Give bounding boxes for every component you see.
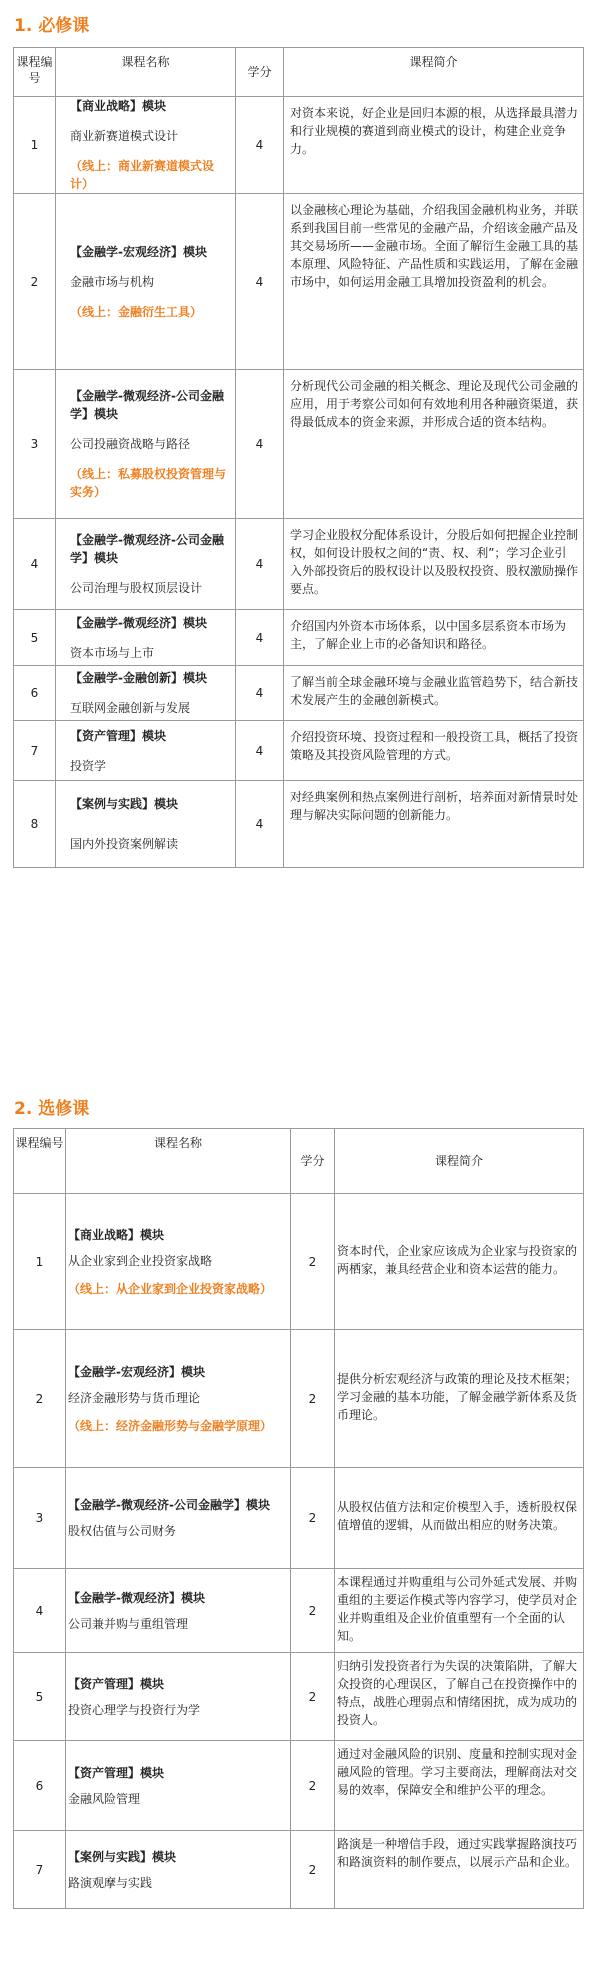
course-name-cell bbox=[56, 781, 236, 868]
course-module: 【金融学-微观经济-公司金融学】模块 bbox=[70, 533, 224, 565]
course-module: 【案例与实践】模块 bbox=[70, 797, 179, 811]
header-course-name: 课程名称 bbox=[66, 1129, 291, 1194]
course-credit: 4 bbox=[236, 97, 284, 194]
course-name: 互联网金融创新与发展 bbox=[70, 701, 191, 715]
table-row bbox=[14, 1653, 584, 1741]
course-number: 1 bbox=[14, 1194, 66, 1330]
course-name-cell bbox=[66, 1741, 291, 1831]
table-row bbox=[14, 721, 584, 781]
course-module: 【商业战略】模块 bbox=[70, 99, 167, 113]
course-name: 公司兼并购与重组管理 bbox=[68, 1616, 189, 1631]
course-credit: 2 bbox=[291, 1653, 335, 1741]
course-name: 公司治理与股权顶层设计 bbox=[70, 581, 203, 595]
course-number: 7 bbox=[14, 1831, 66, 1909]
course-credit: 2 bbox=[291, 1831, 335, 1909]
course-number: 8 bbox=[14, 781, 56, 868]
course-name-cell bbox=[66, 1653, 291, 1741]
course-module: 【商业战略】模块 bbox=[68, 1227, 165, 1242]
header-credit: 学分 bbox=[291, 1129, 335, 1194]
course-description: 分析现代公司金融的相关概念、理论及现代公司金融的应用，用于考察公司如何有效地利用各种融资渠道，获得最低成本的资金来源，并形成合适的资本结构。 bbox=[284, 370, 584, 519]
course-online: （线上：商业新赛道模式设计） bbox=[70, 159, 215, 191]
course-name-cell bbox=[66, 1468, 291, 1569]
table-row bbox=[14, 519, 584, 610]
course-credit: 4 bbox=[236, 666, 284, 721]
course-credit: 4 bbox=[236, 194, 284, 370]
course-name: 商业新赛道模式设计 bbox=[70, 129, 179, 143]
course-name: 股权估值与公司财务 bbox=[68, 1524, 177, 1538]
course-credit: 4 bbox=[236, 370, 284, 519]
header-description: 课程简介 bbox=[284, 48, 584, 97]
course-module: 【金融学-宏观经济】模块 bbox=[70, 244, 207, 259]
course-number: 7 bbox=[14, 721, 56, 781]
course-number: 5 bbox=[14, 610, 56, 666]
course-online: （线上：私募股权投资管理与实务） bbox=[70, 467, 227, 499]
course-description: 提供分析宏观经济与政策的理论及技术框架；学习金融的基本功能，了解金融学新体系及货币理论。 bbox=[335, 1330, 584, 1468]
course-name: 路演观摩与实践 bbox=[68, 1875, 153, 1890]
course-description: 介绍投资环境、投资过程和一般投资工具，概括了投资策略及其投资风险管理的方式。 bbox=[284, 721, 584, 781]
course-name: 公司投融资战略与路径 bbox=[70, 437, 191, 451]
course-module: 【金融学-宏观经济】模块 bbox=[68, 1364, 205, 1379]
course-credit: 2 bbox=[291, 1330, 335, 1468]
course-name: 从企业家到企业投资家战略 bbox=[68, 1253, 213, 1268]
course-module: 【金融学-微观经济】模块 bbox=[70, 615, 207, 630]
course-name-cell bbox=[56, 519, 236, 610]
course-credit: 2 bbox=[291, 1468, 335, 1569]
course-name-cell bbox=[56, 97, 236, 194]
course-description: 归纳引发投资者行为失误的决策陷阱，了解大众投资的心理误区，了解自己在投资操作中的特点，战胜心理弱点和情绪困扰，成为成功的投资人。 bbox=[335, 1653, 584, 1741]
table-row bbox=[14, 666, 584, 721]
course-credit: 4 bbox=[236, 610, 284, 666]
course-online: （线上：金融衍生工具） bbox=[70, 304, 203, 319]
course-credit: 2 bbox=[291, 1569, 335, 1653]
required-courses-table bbox=[13, 47, 584, 868]
course-name: 投资学 bbox=[70, 758, 107, 773]
course-module: 【金融学-金融创新】模块 bbox=[70, 671, 207, 685]
course-number: 2 bbox=[14, 194, 56, 370]
course-name: 金融风险管理 bbox=[68, 1791, 141, 1806]
header-credit: 学分 bbox=[236, 48, 284, 97]
course-description: 资本时代，企业家应该成为企业家与投资家的两栖家，兼具经营企业和资本运营的能力。 bbox=[335, 1194, 584, 1330]
course-number: 3 bbox=[14, 370, 56, 519]
course-module: 【资产管理】模块 bbox=[68, 1765, 165, 1780]
course-description: 学习企业股权分配体系设计，分股后如何把握企业控制权，如何设计股权之间的“责、权、利”；学习企业引入外部投资后的股权设计以及股权投资、股权激励操作要点。 bbox=[284, 519, 584, 610]
course-name-cell bbox=[56, 194, 236, 370]
course-name: 经济金融形势与货币理论 bbox=[68, 1390, 201, 1405]
course-description: 从股权估值方法和定价模型入手，透析股权保值增值的逻辑，从而做出相应的财务决策。 bbox=[335, 1468, 584, 1569]
course-credit: 2 bbox=[291, 1194, 335, 1330]
course-name-cell bbox=[56, 721, 236, 781]
table-row bbox=[14, 370, 584, 519]
table-row bbox=[14, 1468, 584, 1569]
course-credit: 4 bbox=[236, 519, 284, 610]
course-name-cell bbox=[56, 370, 236, 519]
table-row bbox=[14, 610, 584, 666]
course-description: 对经典案例和热点案例进行剖析，培养面对新情景时处理与解决实际问题的创新能力。 bbox=[284, 781, 584, 868]
course-number: 4 bbox=[14, 1569, 66, 1653]
course-module: 【金融学-微观经济-公司金融学】模块 bbox=[70, 389, 224, 421]
course-number: 1 bbox=[14, 97, 56, 194]
table-row bbox=[14, 194, 584, 370]
course-number: 4 bbox=[14, 519, 56, 610]
table-row bbox=[14, 1330, 584, 1468]
course-name: 资本市场与上市 bbox=[70, 645, 155, 660]
course-description: 介绍国内外资本市场体系，以中国多层系资本市场为主，了解企业上市的必备知识和路径。 bbox=[284, 610, 584, 666]
course-number: 3 bbox=[14, 1468, 66, 1569]
header-course-number: 课程编号 bbox=[14, 1129, 66, 1194]
table-row bbox=[14, 1569, 584, 1653]
table-header-row bbox=[14, 48, 584, 97]
table-row bbox=[14, 1741, 584, 1831]
course-description: 本课程通过并购重组与公司外延式发展、并购重组的主要运作模式等内容学习，使学员对企业并购重组及企业价值重塑有一个全面的认知。 bbox=[335, 1569, 584, 1653]
course-online: （线上：从企业家到企业投资家战略） bbox=[68, 1281, 273, 1296]
course-credit: 2 bbox=[291, 1741, 335, 1831]
course-description: 以金融核心理论为基础，介绍我国金融机构业务，并联系到我国目前一些常见的金融产品，介绍该金融产品及其交易场所——金融市场。全面了解衍生金融工具的基本原理、风险特征、产品性质和实践运用，了解在金融市场中，如何运用金融工具增加投资盈利的机会。 bbox=[284, 194, 584, 370]
course-number: 5 bbox=[14, 1653, 66, 1741]
course-online: （线上：经济金融形势与金融学原理） bbox=[68, 1418, 273, 1433]
course-credit: 4 bbox=[236, 781, 284, 868]
course-description: 路演是一种增信手段，通过实践掌握路演技巧和路演资料的制作要点，以展示产品和企业。 bbox=[335, 1831, 584, 1909]
table-row bbox=[14, 1194, 584, 1330]
course-credit: 4 bbox=[236, 721, 284, 781]
course-name-cell bbox=[66, 1831, 291, 1909]
header-course-name: 课程名称 bbox=[56, 48, 236, 97]
section-title-elective: 2. 选修课 bbox=[14, 1099, 90, 1119]
course-name-cell bbox=[66, 1194, 291, 1330]
header-course-number: 课程编号 bbox=[14, 48, 56, 97]
course-description: 通过对金融风险的识别、度量和控制实现对金融风险的管理。学习主要商法，理解商法对交易的效率，保障安全和维护公平的理念。 bbox=[335, 1741, 584, 1831]
course-number: 2 bbox=[14, 1330, 66, 1468]
section-title-required: 1. 必修课 bbox=[14, 16, 90, 36]
course-description: 对资本来说，好企业是回归本源的根，从选择最具潜力和行业规模的赛道到商业模式的设计，构建企业竞争力。 bbox=[284, 97, 584, 194]
course-description: 了解当前全球金融环境与金融业监管趋势下，结合新技术发展产生的金融创新模式。 bbox=[284, 666, 584, 721]
table-row bbox=[14, 97, 584, 194]
course-module: 【案例与实践】模块 bbox=[68, 1849, 177, 1864]
table-row bbox=[14, 781, 584, 868]
table-row bbox=[14, 1831, 584, 1909]
course-name: 国内外投资案例解读 bbox=[70, 837, 179, 851]
course-module: 【金融学-微观经济-公司金融学】模块 bbox=[68, 1498, 270, 1512]
course-number: 6 bbox=[14, 666, 56, 721]
course-number: 6 bbox=[14, 1741, 66, 1831]
course-name-cell bbox=[66, 1569, 291, 1653]
table-header-row bbox=[14, 1129, 584, 1194]
course-name-cell bbox=[66, 1330, 291, 1468]
course-module: 【金融学-微观经济】模块 bbox=[68, 1590, 205, 1605]
course-name: 投资心理学与投资行为学 bbox=[68, 1702, 201, 1717]
course-module: 【资产管理】模块 bbox=[70, 728, 167, 743]
course-name-cell bbox=[56, 666, 236, 721]
course-module: 【资产管理】模块 bbox=[68, 1676, 165, 1691]
course-name-cell bbox=[56, 610, 236, 666]
elective-courses-table bbox=[13, 1128, 584, 1909]
course-name: 金融市场与机构 bbox=[70, 274, 155, 289]
header-description: 课程简介 bbox=[335, 1129, 584, 1194]
